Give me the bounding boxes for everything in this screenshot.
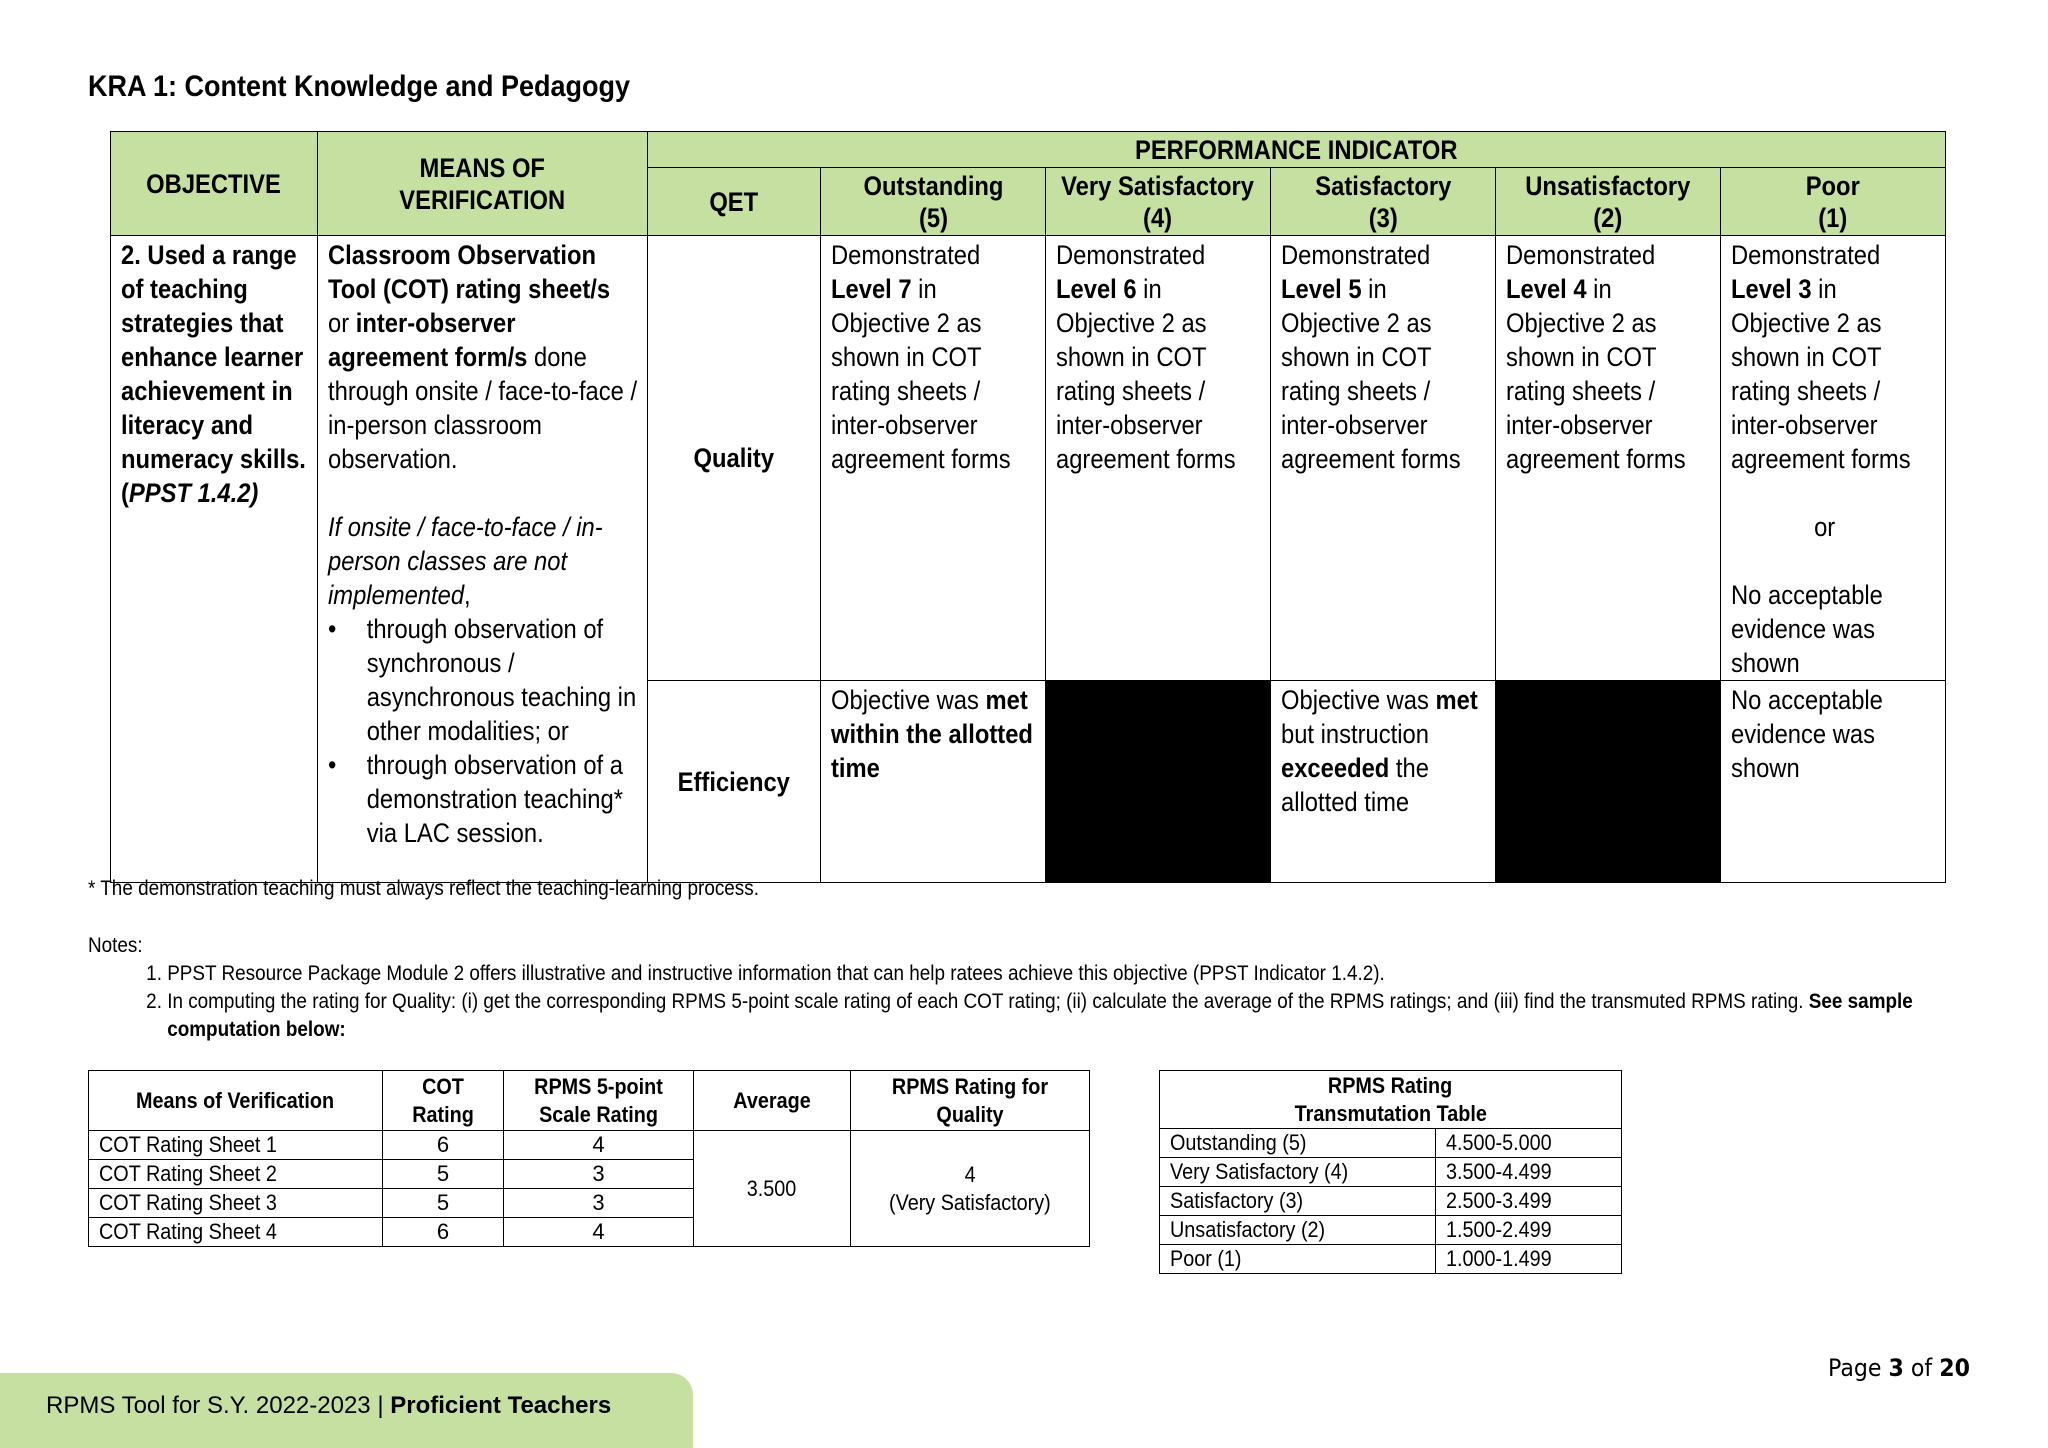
efficiency-poor: No acceptable evidence was shown — [1721, 681, 1946, 883]
table-row: COT Rating Sheet 2 5 3 — [89, 1160, 1090, 1189]
notes-section — [88, 932, 1978, 1044]
quality-very-satisfactory: Demonstrated Level 6 in Objective 2 as shown in COT rating sheets / inter-observer agreement forms — [1046, 236, 1271, 681]
quality-rating-value: 4 (Very Satisfactory) — [851, 1131, 1090, 1247]
level-header-poor: Poor (1) — [1721, 168, 1946, 236]
performance-indicator-table — [110, 131, 1946, 883]
sample-computation-table — [88, 1070, 1090, 1247]
objective-cell: 2. Used a range of teaching strategies that enhance learner achievement in literacy and numeracy skills. (PPST 1.4.2) — [111, 236, 318, 883]
note-item: 2. In computing the rating for Quality: (i) get the corresponding RPMS 5-point scale rating of each COT rating; (ii) calculate the average of the RPMS ratings; and (iii) find the transmuted RPMS rating. See sample computation below: — [167, 988, 1976, 1044]
efficiency-very-satisfactory-blank — [1046, 681, 1271, 883]
mov-header: MEANS OF VERIFICATION — [318, 132, 648, 236]
level-header-satisfactory: Satisfactory (3) — [1271, 168, 1496, 236]
qet-header: QET — [648, 168, 821, 236]
footer-bar — [0, 1373, 693, 1448]
table-row: Outstanding (5) 4.500-5.000 — [1160, 1129, 1622, 1158]
page-number: Page 3 of 20 — [1828, 1354, 1970, 1382]
efficiency-outstanding: Objective was met within the allotted time — [821, 681, 1046, 883]
note-item: 1. PPST Resource Package Module 2 offers illustrative and instructive information that can help ratees achieve this objective (PPST Indicator 1.4.2). — [167, 960, 1976, 988]
comp-header: RPMS 5-point Scale Rating — [504, 1071, 694, 1131]
level-header-very-satisfactory: Very Satisfactory (4) — [1046, 168, 1271, 236]
table-row: COT Rating Sheet 1 6 4 3.500 4 (Very Satisfactory) — [89, 1131, 1090, 1160]
transmutation-header: RPMS Rating Transmutation Table — [1160, 1071, 1622, 1129]
efficiency-unsatisfactory-blank — [1496, 681, 1721, 883]
mov-bullet: • through observation of a demonstration teaching* via LAC session. — [367, 748, 638, 850]
footnote: * The demonstration teaching must always reflect the teaching-learning process. — [88, 877, 759, 900]
performance-indicator-header: PERFORMANCE INDICATOR — [648, 132, 1946, 168]
quality-satisfactory: Demonstrated Level 5 in Objective 2 as shown in COT rating sheets / inter-observer agreement forms — [1271, 236, 1496, 681]
transmutation-table — [1159, 1070, 1622, 1274]
table-row: Unsatisfactory (2) 1.500-2.499 — [1160, 1216, 1622, 1245]
level-header-unsatisfactory: Unsatisfactory (2) — [1496, 168, 1721, 236]
table-row: Satisfactory (3) 2.500-3.499 — [1160, 1187, 1622, 1216]
comp-header: RPMS Rating for Quality — [851, 1071, 1090, 1131]
comp-header: Average — [694, 1071, 851, 1131]
comp-header: COT Rating — [383, 1071, 504, 1131]
efficiency-label: Efficiency — [648, 681, 821, 883]
average-value: 3.500 — [694, 1131, 851, 1247]
page-title: KRA 1: Content Knowledge and Pedagogy — [88, 70, 631, 103]
table-row: COT Rating Sheet 4 6 4 — [89, 1218, 1090, 1247]
comp-header: Means of Verification — [89, 1071, 383, 1131]
table-row: Very Satisfactory (4) 3.500-4.499 — [1160, 1158, 1622, 1187]
level-header-outstanding: Outstanding (5) — [821, 168, 1046, 236]
quality-label: Quality — [648, 236, 821, 681]
table-row: COT Rating Sheet 3 5 3 — [89, 1189, 1090, 1218]
notes-heading: Notes: — [88, 934, 143, 957]
mov-bullet: • through observation of synchronous / asynchronous teaching in other modalities; or — [367, 612, 638, 748]
objective-header: OBJECTIVE — [111, 132, 318, 236]
quality-poor: Demonstrated Level 3 in Objective 2 as shown in COT rating sheets / inter-observer agreement forms or No acceptable evidence was shown — [1721, 236, 1946, 681]
mov-cell: Classroom Observation Tool (COT) rating sheet/s or inter-observer agreement form/s done through onsite / face-to-face / in-person classroom observation. If onsite / face-to-face / in-person classes are not implemented, • through observation of synchronous / asynchronous teaching in other modalities; or • through observation of a demonstration teaching* via LAC session. — [318, 236, 648, 883]
quality-unsatisfactory: Demonstrated Level 4 in Objective 2 as shown in COT rating sheets / inter-observer agreement forms — [1496, 236, 1721, 681]
table-row: Poor (1) 1.000-1.499 — [1160, 1245, 1622, 1274]
footer-text: RPMS Tool for S.Y. 2022-2023 | Proficient Teachers — [46, 1392, 612, 1419]
quality-outstanding: Demonstrated Level 7 in Objective 2 as shown in COT rating sheets / inter-observer agreement forms — [821, 236, 1046, 681]
efficiency-satisfactory: Objective was met but instruction exceeded the allotted time — [1271, 681, 1496, 883]
